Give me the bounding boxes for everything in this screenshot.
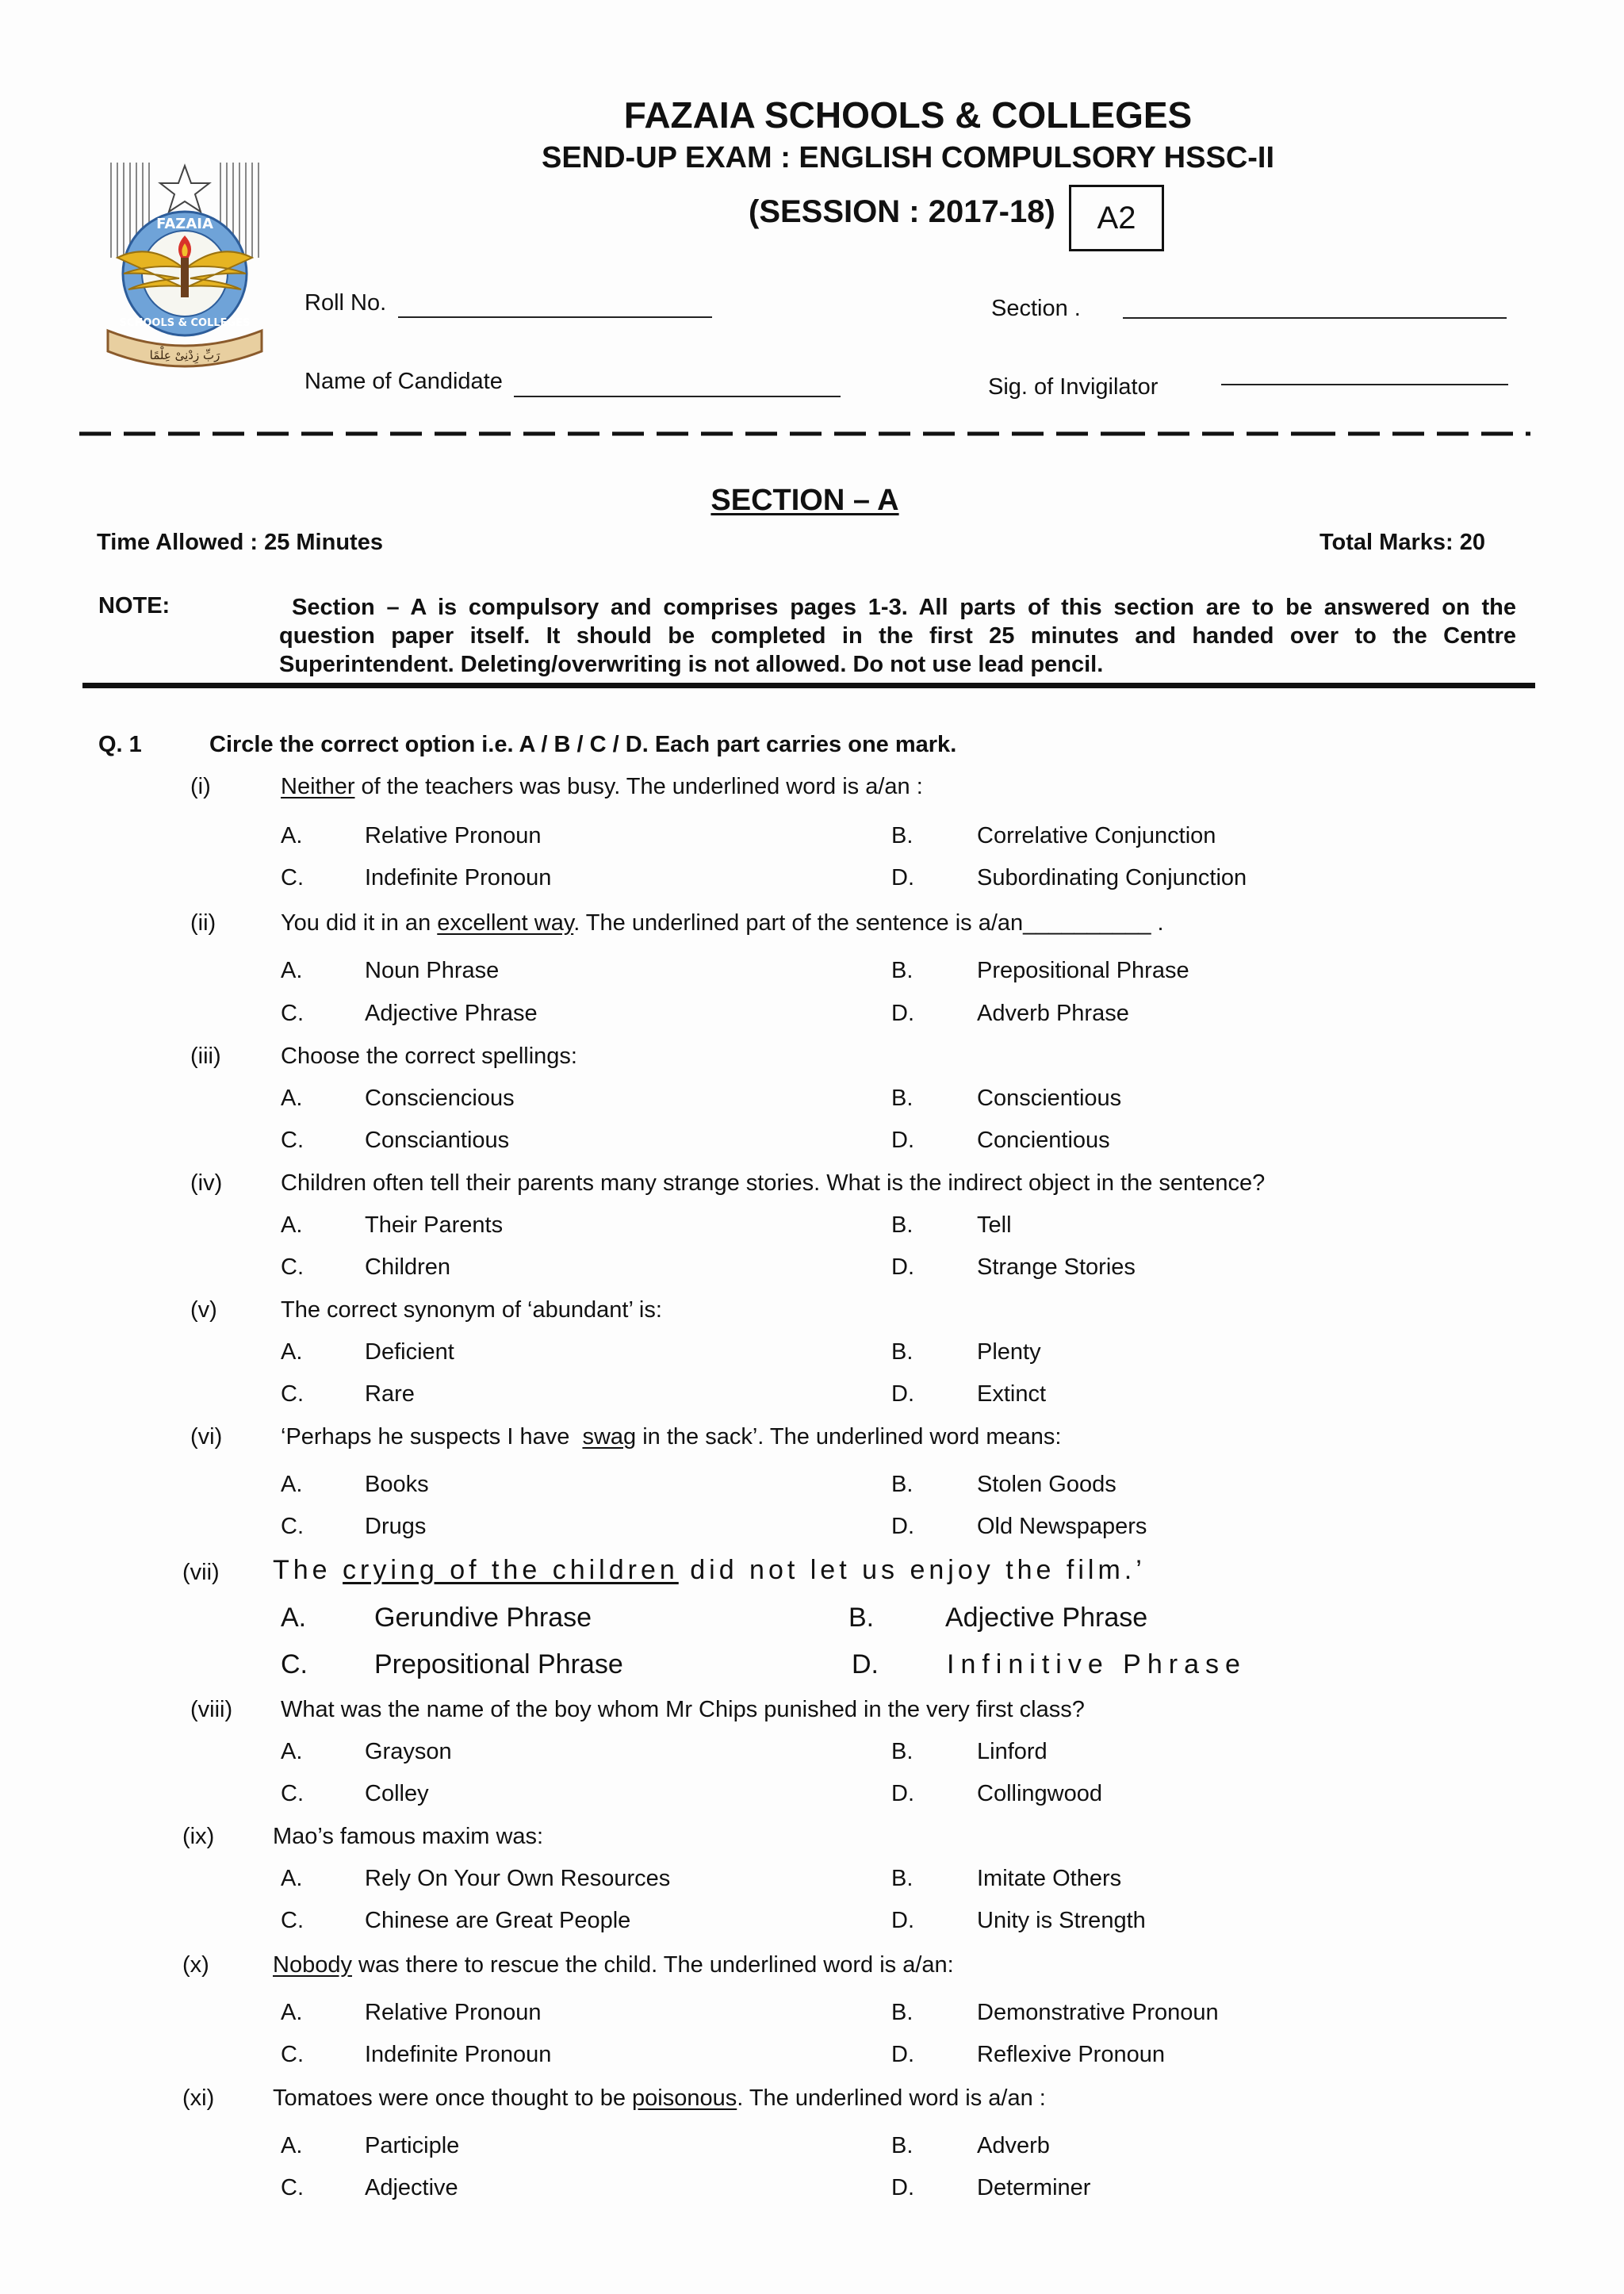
item-number: (xi) xyxy=(182,2085,215,2111)
option-b-letter: B. xyxy=(891,1739,914,1764)
option-a-letter: A. xyxy=(281,958,303,983)
option-d-letter: D. xyxy=(891,1381,914,1407)
option-a-letter: A. xyxy=(281,1472,303,1497)
question-number: Q. 1 xyxy=(98,732,142,757)
item-number: (iv) xyxy=(190,1170,223,1196)
option-c-letter: C. xyxy=(281,1781,304,1806)
question-instruction: Circle the correct option i.e. A / B / C / D. Each part carries one mark. xyxy=(209,732,957,757)
option-d[interactable]: Reflexive Pronoun xyxy=(977,2042,1165,2067)
section-title: SECTION – A xyxy=(710,484,899,517)
paper-code-box: A2 xyxy=(1069,185,1164,251)
option-b-letter: B. xyxy=(891,1472,914,1497)
option-d[interactable]: Determiner xyxy=(977,2175,1091,2200)
option-b[interactable]: Plenty xyxy=(977,1339,1041,1365)
option-a[interactable]: Their Parents xyxy=(365,1212,504,1238)
session-label: (SESSION : 2017-18) xyxy=(749,194,1055,229)
section-field[interactable] xyxy=(1123,317,1507,319)
option-d-letter: D. xyxy=(891,2042,914,2067)
option-c-letter: C. xyxy=(281,1908,304,1933)
option-c[interactable]: Consciantious xyxy=(365,1128,510,1153)
option-d[interactable]: Unity is Strength xyxy=(977,1908,1146,1933)
option-c[interactable]: Adjective Phrase xyxy=(365,1001,538,1026)
item-stem: ‘Perhaps he suspects I have swag in the sack’. The underlined word means: xyxy=(281,1424,1062,1450)
option-b-letter: B. xyxy=(891,1866,914,1891)
item-number: (x) xyxy=(182,1952,209,1978)
option-b[interactable]: Prepositional Phrase xyxy=(977,958,1189,983)
item-stem: The crying of the children did not let us enjoy the film.’ xyxy=(273,1555,1146,1585)
item-stem: You did it in an excellent way. The underlined part of the sentence is a/an__________ . xyxy=(281,910,1164,936)
dashed-separator xyxy=(79,424,1530,443)
section-divider xyxy=(82,683,1535,688)
option-c-letter: C. xyxy=(281,1514,304,1539)
option-c[interactable]: Children xyxy=(365,1254,450,1280)
option-b[interactable]: Conscientious xyxy=(977,1086,1122,1111)
option-a-letter: A. xyxy=(281,1212,303,1238)
option-c[interactable]: Colley xyxy=(365,1781,429,1806)
item-number: (v) xyxy=(190,1297,217,1323)
candidate-name-label: Name of Candidate xyxy=(304,369,503,394)
option-c-letter: C. xyxy=(281,2042,304,2067)
option-a[interactable]: Rely On Your Own Resources xyxy=(365,1866,671,1891)
item-number: (vii) xyxy=(182,1560,220,1585)
item-stem: Mao’s famous maxim was: xyxy=(273,1824,544,1849)
option-d-letter: D. xyxy=(852,1649,879,1679)
note-text: Section – A is compulsory and comprises pages 1-3. All parts of this section are to be answered on the question paper itself. It should be completed in the first 25 minutes and handed over to the Centre Superintendent. Deleting/overwriting is not allowed. Do not use lead pencil. xyxy=(279,595,1516,677)
item-stem: Tomatoes were once thought to be poisonous. The underlined word is a/an : xyxy=(273,2085,1046,2111)
option-b[interactable]: Linford xyxy=(977,1739,1048,1764)
option-b-letter: B. xyxy=(848,1603,875,1633)
option-b-letter: B. xyxy=(891,1212,914,1238)
option-c[interactable]: Rare xyxy=(365,1381,415,1407)
option-d-letter: D. xyxy=(891,1254,914,1280)
option-b[interactable]: Adverb xyxy=(977,2133,1050,2158)
option-a-letter: A. xyxy=(281,1086,303,1111)
item-stem: Children often tell their parents many strange stories. What is the indirect object in the sentence? xyxy=(281,1170,1266,1196)
option-b-letter: B. xyxy=(891,823,914,848)
option-c[interactable]: Indefinite Pronoun xyxy=(365,865,552,890)
option-a[interactable]: Gerundive Phrase xyxy=(374,1603,592,1633)
option-b[interactable]: Stolen Goods xyxy=(977,1472,1116,1497)
option-b-letter: B. xyxy=(891,2133,914,2158)
option-c-letter: C. xyxy=(281,1001,304,1026)
option-d-letter: D. xyxy=(891,1781,914,1806)
logo-motto: رَبِّ زِدْنِیْ عِلْمًا xyxy=(149,348,220,362)
option-c-letter: C. xyxy=(281,1254,304,1280)
option-b-letter: B. xyxy=(891,1339,914,1365)
option-a-letter: A. xyxy=(281,1339,303,1365)
option-c[interactable]: Adjective xyxy=(365,2175,458,2200)
option-b-letter: B. xyxy=(891,2000,914,2025)
option-a[interactable]: Noun Phrase xyxy=(365,958,500,983)
option-b[interactable]: Tell xyxy=(977,1212,1012,1238)
item-stem: Choose the correct spellings: xyxy=(281,1044,577,1069)
item-number: (viii) xyxy=(190,1697,233,1722)
option-d[interactable]: Subordinating Conjunction xyxy=(977,865,1247,890)
option-b[interactable]: Imitate Others xyxy=(977,1866,1122,1891)
option-b-letter: B. xyxy=(891,958,914,983)
section-label: Section . xyxy=(991,296,1081,321)
option-d[interactable]: Strange Stories xyxy=(977,1254,1136,1280)
option-a[interactable]: Relative Pronoun xyxy=(365,823,542,848)
roll-no-label: Roll No. xyxy=(304,290,387,316)
candidate-name-field[interactable] xyxy=(514,396,841,397)
item-stem: What was the name of the boy whom Mr Chips punished in the very first class? xyxy=(281,1697,1085,1722)
option-d[interactable]: Collingwood xyxy=(977,1781,1102,1806)
option-c-letter: C. xyxy=(281,1128,304,1153)
option-d-letter: D. xyxy=(891,865,914,890)
invigilator-sig-field[interactable] xyxy=(1221,384,1508,385)
exam-title: SEND-UP EXAM : ENGLISH COMPULSORY HSSC-II xyxy=(541,141,1275,174)
logo-top-text: FAZAIA xyxy=(156,216,213,232)
option-d-letter: D. xyxy=(891,1128,914,1153)
option-a-letter: A. xyxy=(281,1739,303,1764)
total-marks: Total Marks: 20 xyxy=(1320,530,1485,555)
item-stem: Nobody was there to rescue the child. The underlined word is a/an: xyxy=(273,1952,954,1978)
school-logo xyxy=(102,163,268,370)
option-c-letter: C. xyxy=(281,1381,304,1407)
option-d[interactable]: Old Newspapers xyxy=(977,1514,1147,1539)
option-c-letter: C. xyxy=(281,865,304,890)
option-d[interactable]: Extinct xyxy=(977,1381,1047,1407)
note-label: NOTE: xyxy=(98,593,170,618)
option-a-letter: A. xyxy=(281,1866,303,1891)
option-d-letter: D. xyxy=(891,1001,914,1026)
option-d[interactable]: Adverb Phrase xyxy=(977,1001,1129,1026)
invigilator-sig-label: Sig. of Invigilator xyxy=(988,374,1159,400)
option-c[interactable]: Prepositional Phrase xyxy=(374,1649,623,1679)
option-a-letter: A. xyxy=(281,1603,307,1633)
option-d[interactable]: Concientious xyxy=(977,1128,1110,1153)
option-b[interactable]: Correlative Conjunction xyxy=(977,823,1216,848)
option-b[interactable]: Adjective Phrase xyxy=(945,1603,1148,1633)
school-name: FAZAIA SCHOOLS & COLLEGES xyxy=(623,94,1193,136)
option-a-letter: A. xyxy=(281,2133,303,2158)
option-a[interactable]: Participle xyxy=(365,2133,460,2158)
logo-ring-text: SCHOOLS & COLLEGES xyxy=(119,317,251,329)
option-a[interactable]: Deficient xyxy=(365,1339,454,1365)
item-stem: The correct synonym of ‘abundant’ is: xyxy=(281,1297,662,1323)
option-d-letter: D. xyxy=(891,1908,914,1933)
option-a[interactable]: Relative Pronoun xyxy=(365,2000,542,2025)
time-allowed: Time Allowed : 25 Minutes xyxy=(97,530,383,555)
option-c[interactable]: Chinese are Great People xyxy=(365,1908,631,1933)
option-b-letter: B. xyxy=(891,1086,914,1111)
roll-no-field[interactable] xyxy=(398,316,712,318)
option-a-letter: A. xyxy=(281,2000,303,2025)
option-c-letter: C. xyxy=(281,2175,304,2200)
item-number: (ii) xyxy=(190,910,216,936)
item-stem: Neither of the teachers was busy. The underlined word is a/an : xyxy=(281,774,923,799)
option-d-letter: D. xyxy=(891,2175,914,2200)
option-a-letter: A. xyxy=(281,823,303,848)
option-a[interactable]: Books xyxy=(365,1472,429,1497)
item-number: (i) xyxy=(190,774,211,799)
option-c[interactable]: Drugs xyxy=(365,1514,427,1539)
option-c-letter: C. xyxy=(281,1649,308,1679)
option-b[interactable]: Demonstrative Pronoun xyxy=(977,2000,1219,2025)
option-a[interactable]: Grayson xyxy=(365,1739,452,1764)
option-a[interactable]: Consciencious xyxy=(365,1086,515,1111)
item-number: (iii) xyxy=(190,1044,221,1069)
option-d[interactable]: Infinitive Phrase xyxy=(947,1649,1247,1679)
item-number: (vi) xyxy=(190,1424,223,1450)
option-d-letter: D. xyxy=(891,1514,914,1539)
option-c[interactable]: Indefinite Pronoun xyxy=(365,2042,552,2067)
item-number: (ix) xyxy=(182,1824,215,1849)
